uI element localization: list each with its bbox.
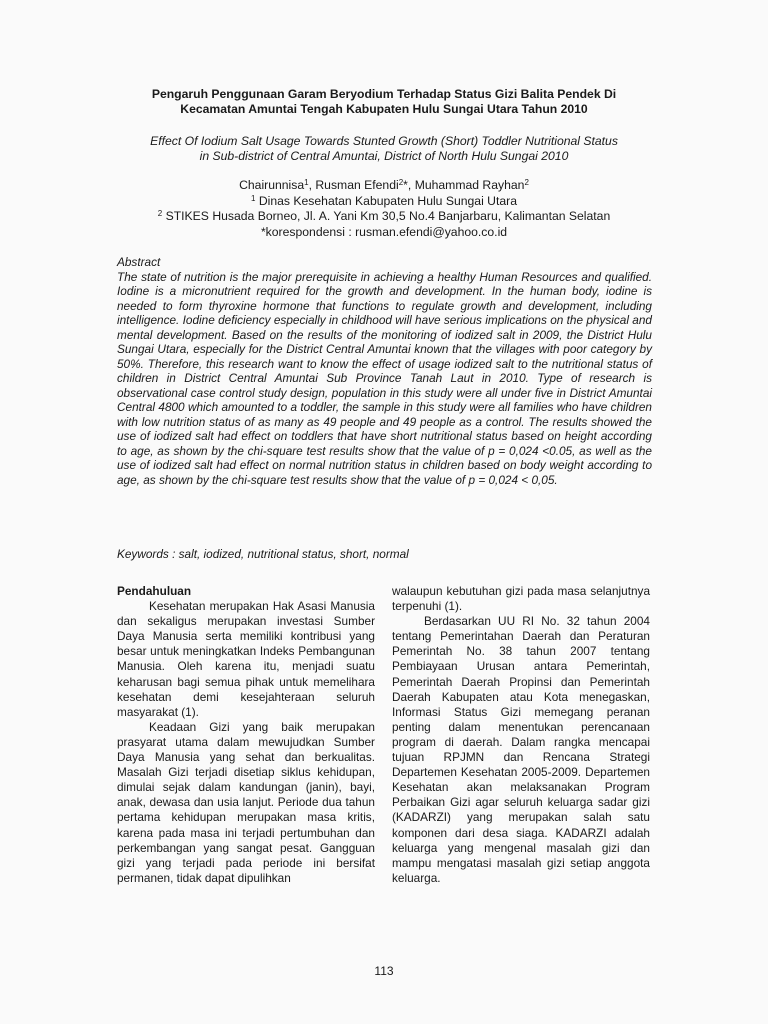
author-2-corresponding-mark: * bbox=[403, 178, 408, 192]
left-column bbox=[117, 584, 375, 886]
paper-title-english-line-2: in Sub-district of Central Amuntai, District of North Hulu Sungai 2010 bbox=[199, 149, 569, 163]
section-heading-pendahuluan: Pendahuluan bbox=[117, 584, 192, 598]
author-separator: , bbox=[407, 178, 415, 192]
paper-title-english-line-1: Effect Of Iodium Salt Usage Towards Stunted Growth (Short) Toddler Nutritional Status bbox=[150, 134, 618, 148]
right-column bbox=[392, 584, 650, 886]
author-1-name: Chairunnisa bbox=[239, 178, 305, 192]
paper-title-line-2: Kecamatan Amuntai Tengah Kabupaten Hulu Sungai Utara Tahun 2010 bbox=[180, 102, 588, 116]
author-2-affiliation: 2 bbox=[398, 178, 404, 187]
author-3-affiliation: 2 bbox=[524, 178, 529, 187]
abstract-section bbox=[117, 255, 652, 487]
affiliation-2-marker: 2 bbox=[157, 209, 163, 219]
affiliation-2 bbox=[100, 209, 668, 225]
abstract-body: The state of nutrition is the major prerequisite in achieving a healthy Human Resources and qualified. Iodine is a micronutrient required for the growth and development. In the human body, iodine is needed to form thyroxine hormone that functions to regulate growth and development, including intelligence. Iodine deficiency especially in childhood will have serious implications on the physical and mental development. Based on the results of the monitoring of iodized salt in 2009, the District Hulu Sungai Utara, especially for the District Central Amuntai known that the villages with poor category by 50%. Therefore, this research want to know the effect of usage iodized salt to the nutritional status of children in District Central Amuntai Sub Province Tanah Laut in 2010. Type of research is observational case control study design, population in this study were all under five in District Amuntai Central 4800 which amounted to a toddler, the sample in this study were all families who have children with low nutrition status of as many as 49 people and 49 people as a control. The results showed the use of iodized salt had effect on toddlers that have short nutritional status based on height according to age, as shown by the chi-square test results show that the value of p = 0,024 <0.05, as well as the use of iodized salt had effect on normal nutrition status in children based on body weight according to age, as shown by the chi-square test results show that the value of p = 0,024 < 0,05. bbox=[117, 269, 652, 487]
paper-title-english bbox=[100, 134, 668, 164]
affiliation-1-marker: 1 bbox=[251, 193, 256, 203]
author-1-affiliation: 1 bbox=[304, 178, 309, 187]
body-paragraph: Berdasarkan UU RI No. 32 tahun 2004 tentang Pemerintahan Daerah dan Peraturan Pemerintah No. 38 tahun 2007 tentang Pembiayaan Urusan antara Pemerintah, Pemerintah Daerah Propinsi dan Pemerintah Daerah Kabupaten atau Kota menegaskan, Informasi Status Gizi memegang peranan penting dalam menentukan perencanaan program di daerah. Dalam rangka mencapai tujuan RPJMN dan Rencana Strategi Departemen Kesehatan 2005-2009. Departemen Kesehatan akan melaksanakan Program Perbaikan Gizi agar seluruh keluarga sadar gizi (KADARZI) yang merupakan salah satu komponen dari desa siaga. KADARZI adalah keluarga yang mengenal masalah gizi dan mampu mengatasi masalah gizi setiap anggota keluarga. bbox=[392, 614, 650, 885]
abstract-heading: Abstract bbox=[117, 255, 161, 269]
body-paragraph: Kesehatan merupakan Hak Asasi Manusia dan sekaligus merupakan investasi Sumber Daya Manusia serta memiliki kontribusi yang besar untuk meningkatkan Indeks Pembangunan Manusia. Oleh karena itu, menjadi suatu keharusan bagi semua pihak untuk memelihara kesehatan demi kesejahteraan seluruh masyarakat (1). bbox=[117, 599, 375, 719]
body-paragraph: Keadaan Gizi yang baik merupakan prasyarat utama dalam mewujudkan Sumber Daya Manusia yang sehat dan berkualitas. Masalah Gizi terjadi disetiap siklus kehidupan, dimulai sejak dalam kandungan (janin), bayi, anak, dewasa dan usia lanjut. Periode dua tahun pertama kehidupan merupakan masa kritis, karena pada masa ini terjadi pertumbuhan dan perkembangan yang sangat pesat. Gangguan gizi yang terjadi pada periode ini bersifat permanen, tidak dapat dipulihkan bbox=[117, 719, 375, 885]
correspondence-email: *korespondensi : rusman.efendi@yahoo.co.id bbox=[260, 224, 508, 239]
author-3-name: Muhammad Rayhan bbox=[414, 178, 525, 192]
author-list bbox=[100, 178, 668, 194]
page-number: 113 bbox=[374, 964, 394, 978]
paper-title-line-1: Pengaruh Penggunaan Garam Beryodium Terhadap Status Gizi Balita Pendek Di bbox=[151, 87, 617, 101]
author-separator: , bbox=[308, 178, 316, 192]
authors-block bbox=[100, 178, 668, 240]
affiliation-2-text: STIKES Husada Borneo, Jl. A. Yani Km 30,5 No.4 Banjarbaru, Kalimantan Selatan bbox=[162, 209, 611, 224]
affiliation-1-text: Dinas Kesehatan Kabupaten Hulu Sungai Utara bbox=[255, 193, 517, 208]
paper-title bbox=[100, 87, 668, 117]
keywords: Keywords : salt, iodized, nutritional status, short, normal bbox=[117, 547, 409, 561]
body-paragraph: walaupun kebutuhan gizi pada masa selanjutnya terpenuhi (1). bbox=[392, 584, 650, 614]
author-2-name: Rusman Efendi bbox=[315, 178, 399, 192]
affiliation-1 bbox=[100, 194, 668, 210]
